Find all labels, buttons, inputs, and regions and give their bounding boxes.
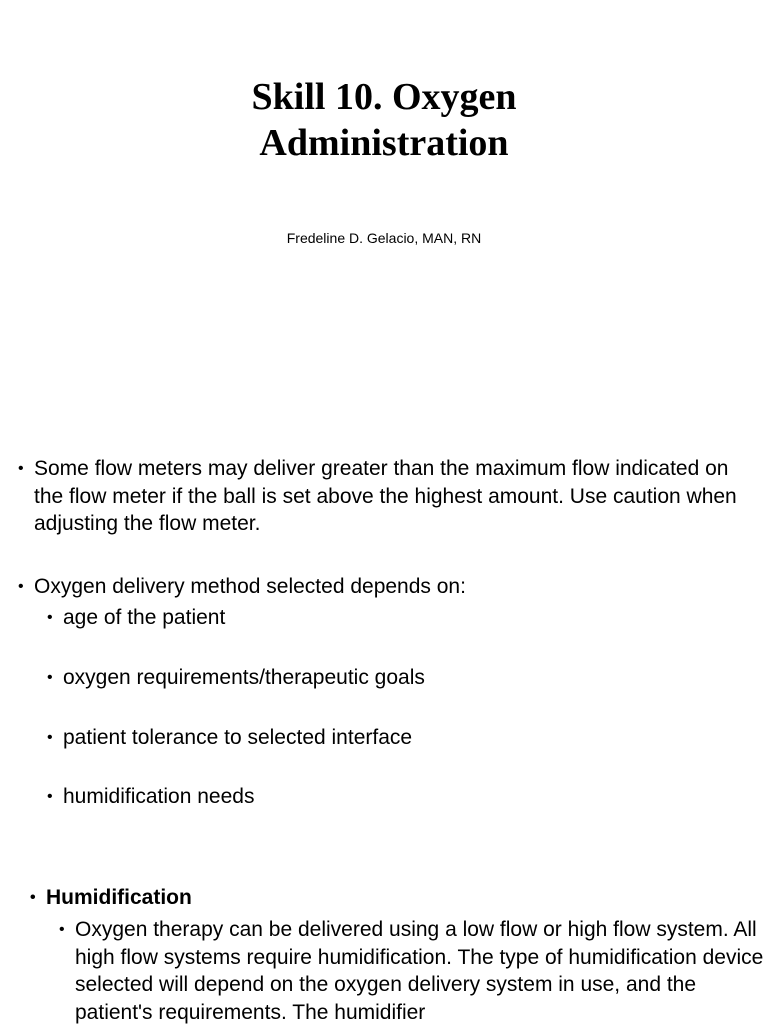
bullet-text: Oxygen delivery method selected depends on: <box>34 575 466 598</box>
slide-title-line-1: Skill 10. Oxygen <box>251 76 517 118</box>
bullet-heading-text: Humidification <box>46 886 192 909</box>
bullet-dot-icon: • <box>47 609 53 626</box>
sub-bullet-humidification-needs <box>47 783 753 811</box>
sub-bullet-age <box>47 604 753 632</box>
bullet-flow-meter-caution <box>18 455 754 538</box>
bullet-text: patient tolerance to selected interface <box>63 726 413 749</box>
bullet-dot-icon: • <box>47 788 53 805</box>
bullet-text: Oxygen therapy can be delivered using a low flow or high flow system. All high flow systems require humidification. The type of humidification device selected will depend on the oxygen delivery system in use, and the patient's requirements. The humidifier <box>75 918 764 1024</box>
bullet-dot-icon: • <box>18 460 24 477</box>
slide-title <box>174 74 594 166</box>
slide-title-line-2: Administration <box>259 122 509 164</box>
bullet-text: humidification needs <box>63 785 255 808</box>
bullet-delivery-method <box>18 573 754 601</box>
bullet-dot-icon: • <box>47 729 53 746</box>
sub-bullet-oxygen-requirements <box>47 664 753 692</box>
bullet-dot-icon: • <box>59 921 65 938</box>
sub-bullet-patient-tolerance <box>47 724 753 752</box>
bullet-dot-icon: • <box>18 578 24 595</box>
bullet-dot-icon: • <box>47 669 53 686</box>
bullet-text: Some flow meters may deliver greater than the maximum flow indicated on the flow meter if the ball is set above the highest amount. Use caution when adjusting the flow meter. <box>34 457 737 535</box>
bullet-dot-icon: • <box>30 889 36 906</box>
bullet-text: age of the patient <box>63 606 226 629</box>
bullet-text: oxygen requirements/therapeutic goals <box>63 666 425 689</box>
title-block <box>0 74 768 166</box>
bullet-humidification-text <box>59 916 765 1026</box>
author-line: Fredeline D. Gelacio, MAN, RN <box>286 230 482 246</box>
bullet-humidification-heading <box>30 884 746 912</box>
